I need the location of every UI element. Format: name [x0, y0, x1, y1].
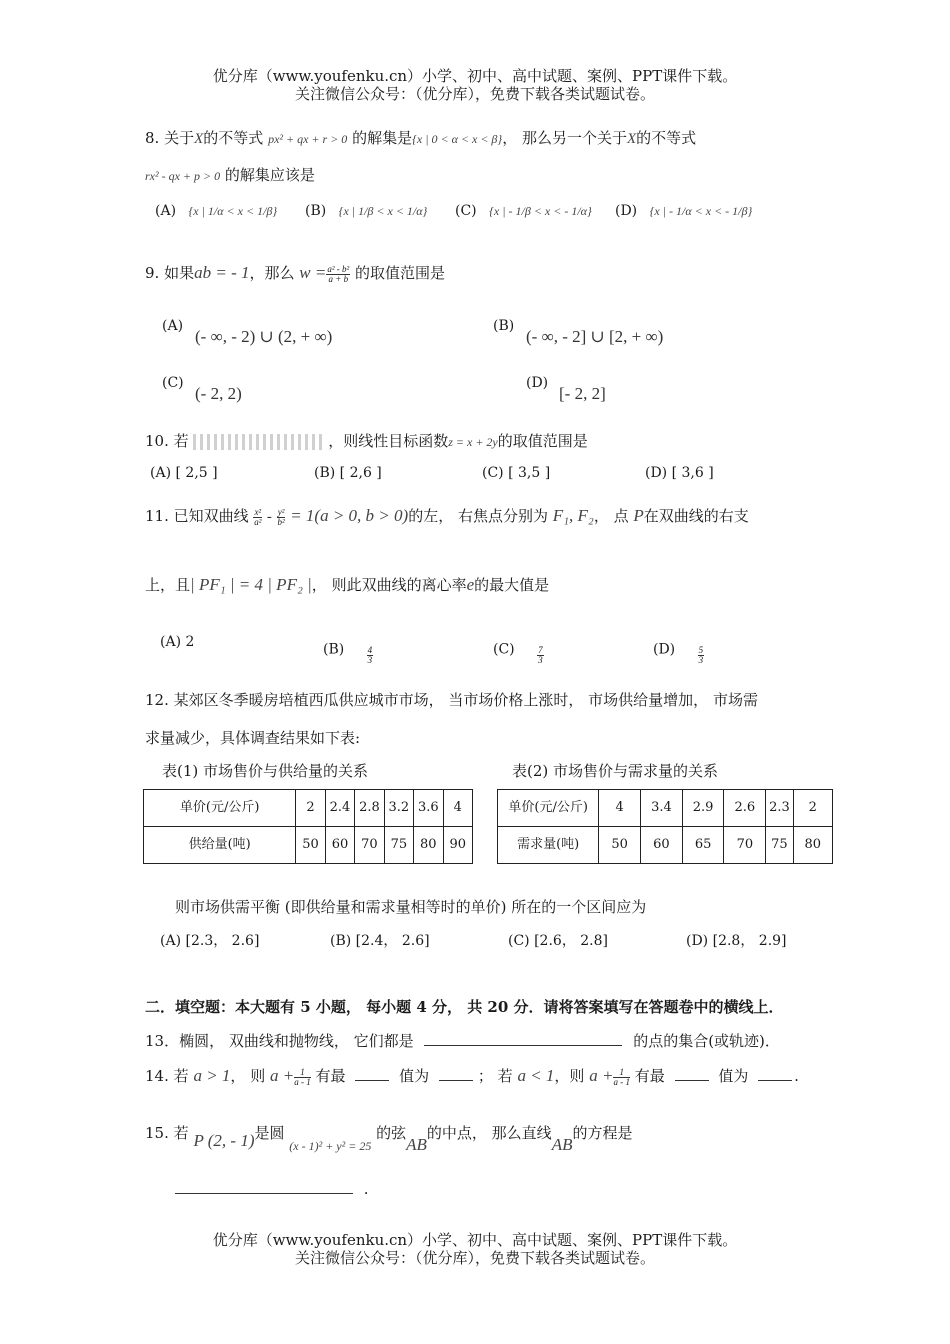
- option-label: (B): [323, 641, 345, 658]
- q11-text: 的左， 右焦点分别为: [408, 507, 548, 525]
- q11-point-p: P: [633, 506, 644, 525]
- option-label: (C): [455, 203, 477, 219]
- q11-eccentricity: e: [466, 575, 475, 594]
- option-label: (A): [160, 933, 182, 949]
- fraction-numerator: 1: [294, 1068, 311, 1078]
- question-8-line-2: [145, 164, 315, 185]
- question-15: [145, 1122, 633, 1154]
- option-value: [2.3， 2.6]: [185, 933, 260, 949]
- q8-text: 关于: [164, 129, 195, 147]
- fraction-denominator: b²: [277, 516, 285, 527]
- q10-objective-function: z = x + 2y: [448, 435, 498, 449]
- option-value: {x | 1/β < x < 1/α}: [338, 204, 428, 218]
- q14-blank-2[interactable]: [439, 1068, 473, 1081]
- q12-option-d[interactable]: [686, 930, 787, 950]
- q10-text: 若: [173, 432, 189, 450]
- option-value: 2: [185, 634, 195, 650]
- q15-text: 的中点， 那么直线: [426, 1124, 552, 1142]
- option-value: [2.8， 2.9]: [712, 933, 787, 949]
- q9-option-c-label[interactable]: (C): [162, 375, 184, 391]
- q13-number: 13．: [145, 1032, 180, 1050]
- table-cell: 70: [724, 827, 766, 864]
- q12-option-a[interactable]: [160, 930, 259, 950]
- question-14: [145, 1065, 799, 1087]
- table-cell: 单价(元/公斤): [498, 790, 599, 827]
- q8-var-x: X: [627, 131, 637, 147]
- table-cell: 75: [384, 827, 413, 864]
- table-cell: 60: [641, 827, 683, 864]
- option-label: (A): [160, 634, 182, 650]
- table-cell: 需求量(吨): [498, 827, 599, 864]
- q11-option-b[interactable]: [323, 634, 373, 665]
- q11-text: 的最大值是: [474, 576, 550, 594]
- q15-point-p: P (2, - 1): [193, 1131, 255, 1150]
- section-2-title: 二．填空题：本大题有 5 小题， 每小题 4 分， 共 20 分．请将答案填写在答题卷中的横线上．: [145, 998, 784, 1016]
- q14-expression-1: a +: [269, 1066, 295, 1085]
- q14-text: 有最: [315, 1067, 346, 1085]
- table-cell: 90: [443, 827, 472, 864]
- q8-text: 的解集应该是: [224, 166, 315, 184]
- q12-text: 某郊区冬季暖房培植西瓜供应城市市场， 当市场价格上涨时， 市场供给量增加， 市场需: [173, 691, 758, 709]
- q11-equation: = 1(a > 0, b > 0): [290, 506, 409, 525]
- fraction-numerator: 1: [613, 1068, 630, 1078]
- q10-option-b[interactable]: [314, 465, 382, 481]
- q13-text: 的点的集合(或轨迹)．: [633, 1032, 780, 1050]
- q9-fraction-denominator: a + b: [328, 273, 349, 284]
- option-value: {x | - 1/β < x < - 1/α}: [489, 204, 592, 218]
- table-cell: 4: [443, 790, 472, 827]
- header-line-2: 关注微信公众号：（优分库），免费下载各类试题试卷。: [294, 85, 655, 103]
- q8-text: 的不等式: [636, 129, 697, 147]
- fraction-denominator: a - 1: [294, 1076, 311, 1087]
- option-value: {x | 1/α < x < 1/β}: [188, 204, 278, 218]
- q11-option-c[interactable]: [493, 634, 544, 665]
- option-value: [2.4， 2.6]: [355, 933, 430, 949]
- table-cell: 4: [599, 790, 641, 827]
- q15-circle-equation: (x - 1)² + y² = 25: [289, 1139, 372, 1153]
- option-fraction: [698, 646, 705, 665]
- q9-option-d-value: [- 2, 2]: [559, 384, 606, 403]
- table-cell: 2: [296, 790, 325, 827]
- q11-minus: -: [266, 509, 272, 525]
- q8-text: 的不等式: [203, 129, 264, 147]
- question-10: [145, 430, 588, 451]
- q8-number: 8.: [145, 129, 160, 147]
- q12-number: 12.: [145, 691, 169, 709]
- q15-chord-ab: AB: [406, 1135, 427, 1154]
- supply-table: [143, 789, 473, 864]
- q11-text: ， 则此双曲线的离心率: [311, 576, 467, 594]
- q10-option-c[interactable]: [482, 465, 550, 481]
- q13-answer-blank[interactable]: [424, 1033, 622, 1046]
- option-label: (D): [615, 203, 638, 219]
- table-cell: 单价(元/公斤): [144, 790, 296, 827]
- q15-line-ab: AB: [551, 1135, 573, 1154]
- table-2-title: 表(2) 市场售价与需求量的关系: [512, 762, 719, 780]
- q14-text: 若: [173, 1067, 189, 1085]
- q8-text: ， 那么另一个关于: [502, 129, 627, 147]
- question-12-line-2: 求量减少，具体调查结果如下表:: [145, 729, 361, 747]
- question-11-line-2: [145, 574, 549, 595]
- table-cell: 2.6: [724, 790, 766, 827]
- q12-option-b[interactable]: [330, 930, 430, 950]
- option-label: (C): [493, 641, 515, 658]
- q9-condition: ab = - 1: [194, 263, 250, 282]
- q14-expression-2: a +: [589, 1066, 614, 1085]
- table-cell: 3.6: [414, 790, 443, 827]
- q14-text: 值为: [718, 1067, 749, 1085]
- q9-text: 如果: [164, 264, 195, 282]
- q9-option-b-value: (- ∞, - 2] ∪ [2, + ∞): [526, 327, 664, 346]
- table-cell: 2.9: [682, 790, 724, 827]
- fraction-denominator: 3: [367, 655, 373, 665]
- q15-text: 是圆: [254, 1124, 285, 1142]
- q14-text: ， 则: [230, 1067, 266, 1085]
- q10-text: ，则线性目标函数: [328, 432, 449, 450]
- option-value: [ 2,5 ]: [175, 465, 218, 481]
- footer-line-1: 优分库（www.youfenku.cn）小学、初中、高中试题、案例、PPT课件下载。: [212, 1231, 738, 1249]
- option-value: [ 3,5 ]: [508, 465, 551, 481]
- table-cell: 2.3: [766, 790, 793, 827]
- table-cell: 80: [793, 827, 832, 864]
- q11-text: 已知双曲线: [173, 507, 249, 525]
- option-label: (D): [645, 465, 668, 481]
- q11-number: 11.: [145, 507, 169, 525]
- table-row: [498, 827, 833, 864]
- footer-line-2: 关注微信公众号：（优分库），免费下载各类试题试卷。: [294, 1249, 655, 1267]
- table-cell: 80: [414, 827, 443, 864]
- table-cell: 75: [766, 827, 793, 864]
- fraction-numerator: x²: [254, 506, 262, 517]
- option-fraction: [537, 646, 544, 665]
- q8-inequality-1: px² + qx + r > 0: [268, 132, 348, 146]
- option-label: (C): [482, 465, 504, 481]
- fraction-numerator: 4: [367, 645, 373, 655]
- q8-option-a[interactable]: [155, 203, 277, 219]
- option-value: [ 2,6 ]: [339, 465, 382, 481]
- q10-text: 的取值范围是: [497, 432, 588, 450]
- q8-option-d[interactable]: [615, 203, 752, 219]
- q11-option-a[interactable]: [160, 634, 194, 650]
- q11-fraction-x: [253, 508, 262, 527]
- table-row: [144, 790, 473, 827]
- q14-blank-4[interactable]: [758, 1068, 792, 1081]
- q9-fraction: [326, 265, 350, 284]
- table-row: [144, 827, 473, 864]
- q14-blank-3[interactable]: [675, 1068, 709, 1081]
- q9-option-a-label[interactable]: (A): [162, 318, 184, 334]
- option-label: (D): [653, 641, 676, 658]
- q14-condition-2: a < 1: [517, 1066, 555, 1085]
- q14-condition-1: a > 1: [193, 1066, 231, 1085]
- q11-option-d[interactable]: [653, 634, 704, 665]
- q11-text: 在双曲线的右支: [643, 507, 749, 525]
- option-label: (A): [155, 203, 177, 219]
- question-11-line-1: [145, 505, 749, 527]
- q15-end: .: [363, 1180, 369, 1198]
- fraction-denominator: 3: [538, 655, 543, 665]
- demand-table: [497, 789, 833, 864]
- q8-option-c[interactable]: [455, 203, 592, 219]
- table-cell: 2.8: [355, 790, 384, 827]
- q10-option-d[interactable]: [645, 465, 714, 481]
- q14-fraction-2: [613, 1068, 630, 1087]
- q14-text: ； 若: [477, 1067, 513, 1085]
- q13-text: 椭圆， 双曲线和抛物线， 它们都是: [179, 1032, 414, 1050]
- q10-number: 10.: [145, 432, 169, 450]
- q14-text: 有最: [634, 1067, 665, 1085]
- table-cell: 50: [296, 827, 325, 864]
- header-line-1: 优分库（www.youfenku.cn）小学、初中、高中试题、案例、PPT课件下载。: [212, 67, 738, 85]
- option-label: (C): [508, 933, 530, 949]
- option-label: (A): [150, 465, 172, 481]
- q9-text: ，那么: [249, 264, 295, 282]
- q14-number: 14.: [145, 1067, 169, 1085]
- q15-text: 若: [173, 1124, 189, 1142]
- q10-constraint-image: [193, 434, 323, 450]
- option-label: (B): [305, 203, 327, 219]
- question-12-line-1: [145, 689, 758, 710]
- q14-blank-1[interactable]: [355, 1068, 389, 1081]
- q15-answer-line: [175, 1180, 369, 1198]
- table-cell: 50: [599, 827, 641, 864]
- q8-var-x: X: [194, 131, 204, 147]
- q15-answer-blank[interactable]: [175, 1181, 353, 1194]
- table-cell: 2: [793, 790, 832, 827]
- fraction-denominator: a - 1: [613, 1076, 630, 1087]
- q11-condition: | PF₁ | = 4 | PF₂ |: [190, 575, 312, 594]
- q11-text: 上，且: [145, 576, 191, 594]
- table-cell: 60: [325, 827, 354, 864]
- fraction-denominator: 3: [698, 655, 704, 665]
- question-9: [145, 262, 445, 284]
- q9-option-d-label[interactable]: (D): [526, 375, 549, 391]
- fraction-numerator: 5: [698, 645, 704, 655]
- fraction-numerator: y²: [277, 506, 285, 517]
- table-cell: 供给量(吨): [144, 827, 296, 864]
- q8-option-b[interactable]: [305, 203, 427, 219]
- q9-w: w =: [299, 263, 327, 282]
- q9-text: 的取值范围是: [355, 264, 446, 282]
- q9-number: 9.: [145, 264, 160, 282]
- q9-option-a-value: (- ∞, - 2) ∪ (2, + ∞): [195, 327, 333, 346]
- option-value: [ 3,6 ]: [671, 465, 714, 481]
- q15-text: 的方程是: [572, 1124, 633, 1142]
- question-12-line-3: 则市场供需平衡 (即供给量和需求量相等时的单价) 所在的一个区间应为: [175, 898, 647, 916]
- q14-fraction-1: [294, 1068, 311, 1087]
- q9-option-b-label[interactable]: (B): [493, 318, 515, 334]
- table-cell: 65: [682, 827, 724, 864]
- option-label: (B): [314, 465, 336, 481]
- q14-text: 值为: [399, 1067, 430, 1085]
- option-value: {x | - 1/α < x < - 1/β}: [649, 204, 753, 218]
- q8-text: 的解集是: [352, 129, 413, 147]
- table-cell: 3.2: [384, 790, 413, 827]
- q15-text: 的弦: [376, 1124, 407, 1142]
- q14-end: .: [794, 1067, 799, 1085]
- option-label: (D): [686, 933, 709, 949]
- table-cell: 3.4: [641, 790, 683, 827]
- q12-option-c[interactable]: [508, 930, 608, 950]
- q10-option-a[interactable]: [150, 465, 218, 481]
- fraction-numerator: 7: [538, 645, 543, 655]
- q11-text: ， 点: [593, 507, 629, 525]
- option-label: (B): [330, 933, 352, 949]
- q8-solution-set: {x | 0 < α < x < β}: [412, 132, 503, 146]
- q15-number: 15.: [145, 1124, 169, 1142]
- table-cell: 2.4: [325, 790, 354, 827]
- question-13: [145, 1030, 780, 1051]
- q8-inequality-2: rx² - qx + p > 0: [145, 169, 221, 183]
- table-cell: 70: [355, 827, 384, 864]
- option-value: [2.6， 2.8]: [534, 933, 608, 949]
- q11-fraction-y: [277, 508, 286, 527]
- option-fraction: [367, 646, 374, 665]
- question-8-line-1: [145, 127, 696, 148]
- q9-option-c-value: (- 2, 2): [195, 384, 242, 403]
- q14-text: ，则: [554, 1067, 585, 1085]
- table-1-title: 表(1) 市场售价与供给量的关系: [162, 762, 369, 780]
- fraction-denominator: a²: [254, 516, 262, 527]
- q11-foci: F₁, F₂: [552, 506, 594, 525]
- table-row: [498, 790, 833, 827]
- q9-fraction-numerator: a² - b²: [327, 263, 350, 274]
